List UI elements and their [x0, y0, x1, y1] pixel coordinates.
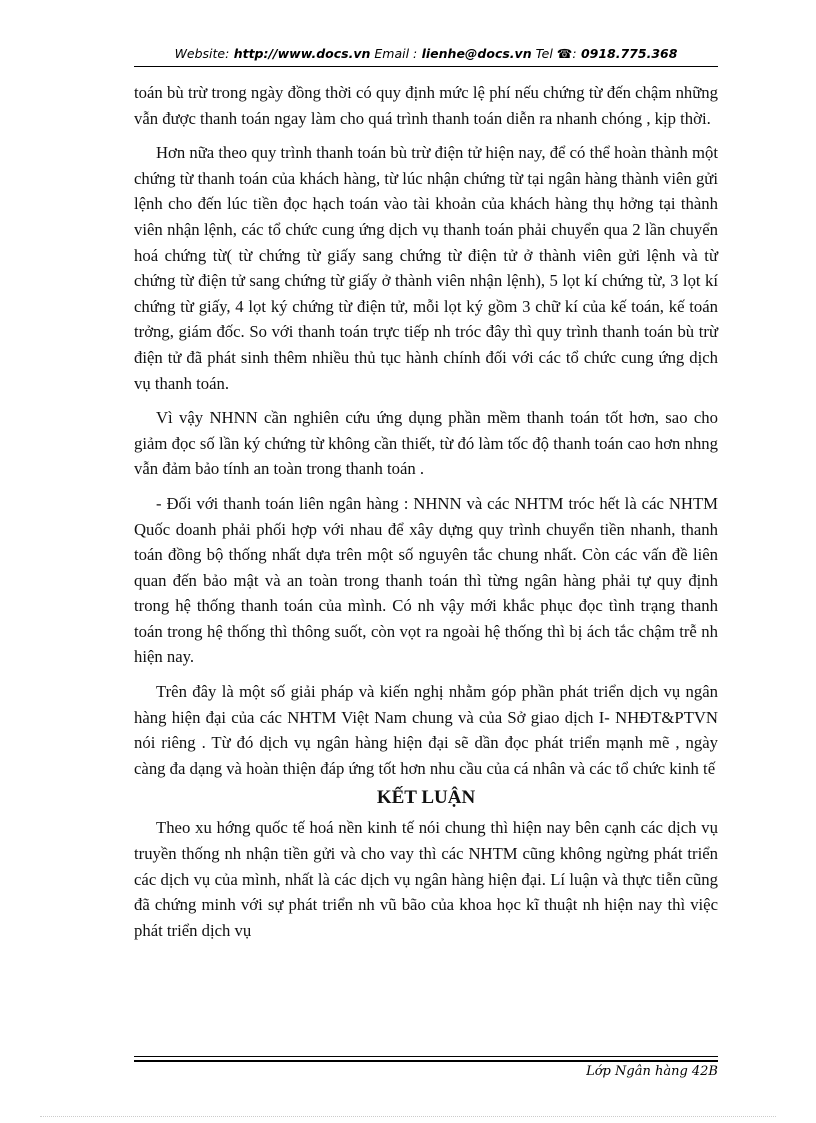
footer-divider-thin	[134, 1056, 718, 1057]
page-footer: Lớp Ngân hàng 42B	[586, 1064, 718, 1079]
website-label: Website:	[174, 46, 230, 61]
tel-label: Tel ☎:	[531, 46, 577, 61]
conclusion-paragraph: Theo xu hớng quốc tế hoá nền kinh tế nói chung thì hiện nay bên cạnh các dịch vụ truyền thống nh nhận tiền gửi và cho vay thì các NHTM cũng không ngừng phát triển các dịch vụ của mình, nhất là các dịch vụ ngân hàng hiện đại. Lí luận và thực tiễn cũng đã chứng minh với sự phát triển nh vũ bão của khoa học kĩ thuật nh hiện nay thì việc phát triển dịch vụ	[134, 818, 718, 940]
paragraph: - Đối với thanh toán liên ngân hàng : NHNN và các NHTM tróc hết là các NHTM Quốc doanh phải phối hợp với nhau để xây dựng quy trình chuyển tiền nhanh, thanh toán đồng bộ thống nhất dựa trên một số nguyên tắc chung nhất. Còn các vấn đề liên quan đến bảo mật và an toàn trong thanh toán thì từng ngân hàng phải tự quy định trong hệ thống thanh toán của mình. Có nh vậy mới khắc phục đọc tình trạng thanh toán trong hệ thống thì thông suốt, còn vọt ra ngoài hệ thống thì bị ách tắc chậm trễ nh hiện nay.	[134, 493, 718, 667]
paragraph: Trên đây là một số giải pháp và kiến nghị nhằm góp phần phát triển dịch vụ ngân hàng hiện đại của các NHTM Việt Nam chung và của Sở giao dịch I- NHĐT&PTVN nói riêng . Từ đó dịch vụ ngân hàng hiện đại sẽ dần đọc phát triển mạnh mẽ , ngày càng đa dạng và hoàn thiện đáp ứng tốt hơn nhu cầu của cá nhân và các tổ chức kinh tế	[134, 682, 718, 778]
email-label: Email :	[370, 46, 418, 61]
footer-divider-thick	[134, 1060, 718, 1062]
paragraph: Hơn nữa theo quy trình thanh toán bù trừ điện tử hiện nay, để có thể hoàn thành một chứng từ thanh toán của khách hàng, từ lúc nhận chứng từ tại ngân hàng thành viên gửi lệnh cho đến lúc tiền đọc hạch toán vào tài khoản của khách hàng thụ hởng tại thành viên nhận lệnh, các tổ chức cung ứng dịch vụ thanh toán phải chuyển qua 2 lần chuyển hoá chứng từ( từ chứng từ giấy sang chứng từ điện tử ở thành viên gửi lệnh và từ chứng từ điện tử sang chứng từ giấy ở thành viên nhận lệnh), 5 lọt kí chứng từ, 3 lọt kí chứng từ giấy, 4 lọt ký chứng từ điện tử, mỗi lọt ký gồm 3 chữ kí của kế toán, kế toán trởng, giám đốc. So với thanh toán trực tiếp nh tróc đây thì quy trình thanh toán bù trừ điện tử đã phát sinh thêm nhiều thủ tục hành chính đối với các tổ chức cung ứng dịch vụ thanh toán.	[134, 143, 718, 393]
header-divider	[134, 66, 718, 67]
page-header	[134, 46, 718, 66]
document-body	[134, 80, 718, 952]
tel-value: 0918.775.368	[576, 46, 678, 61]
section-heading: KẾT LUẬN	[376, 787, 476, 809]
website-link[interactable]: http://www.docs.vn	[229, 46, 371, 61]
page-edge-line	[40, 1116, 776, 1117]
paragraph: Vì vậy NHNN cần nghiên cứu ứng dụng phần mềm thanh toán tốt hơn, sao cho giảm đọc số lần ký chứng từ không cần thiết, từ đó làm tốc độ thanh toán cao hơn nhng vẫn đảm bảo tính an toàn trong thanh toán .	[134, 408, 718, 479]
paragraph-continuation: toán bù trừ trong ngày đồng thời có quy định mức lệ phí nếu chứng từ đến chậm những vẫn được thanh toán ngay làm cho quá trình thanh toán diễn ra nhanh chóng , kịp thời.	[134, 83, 718, 128]
email-link[interactable]: lienhe@docs.vn	[417, 46, 532, 61]
